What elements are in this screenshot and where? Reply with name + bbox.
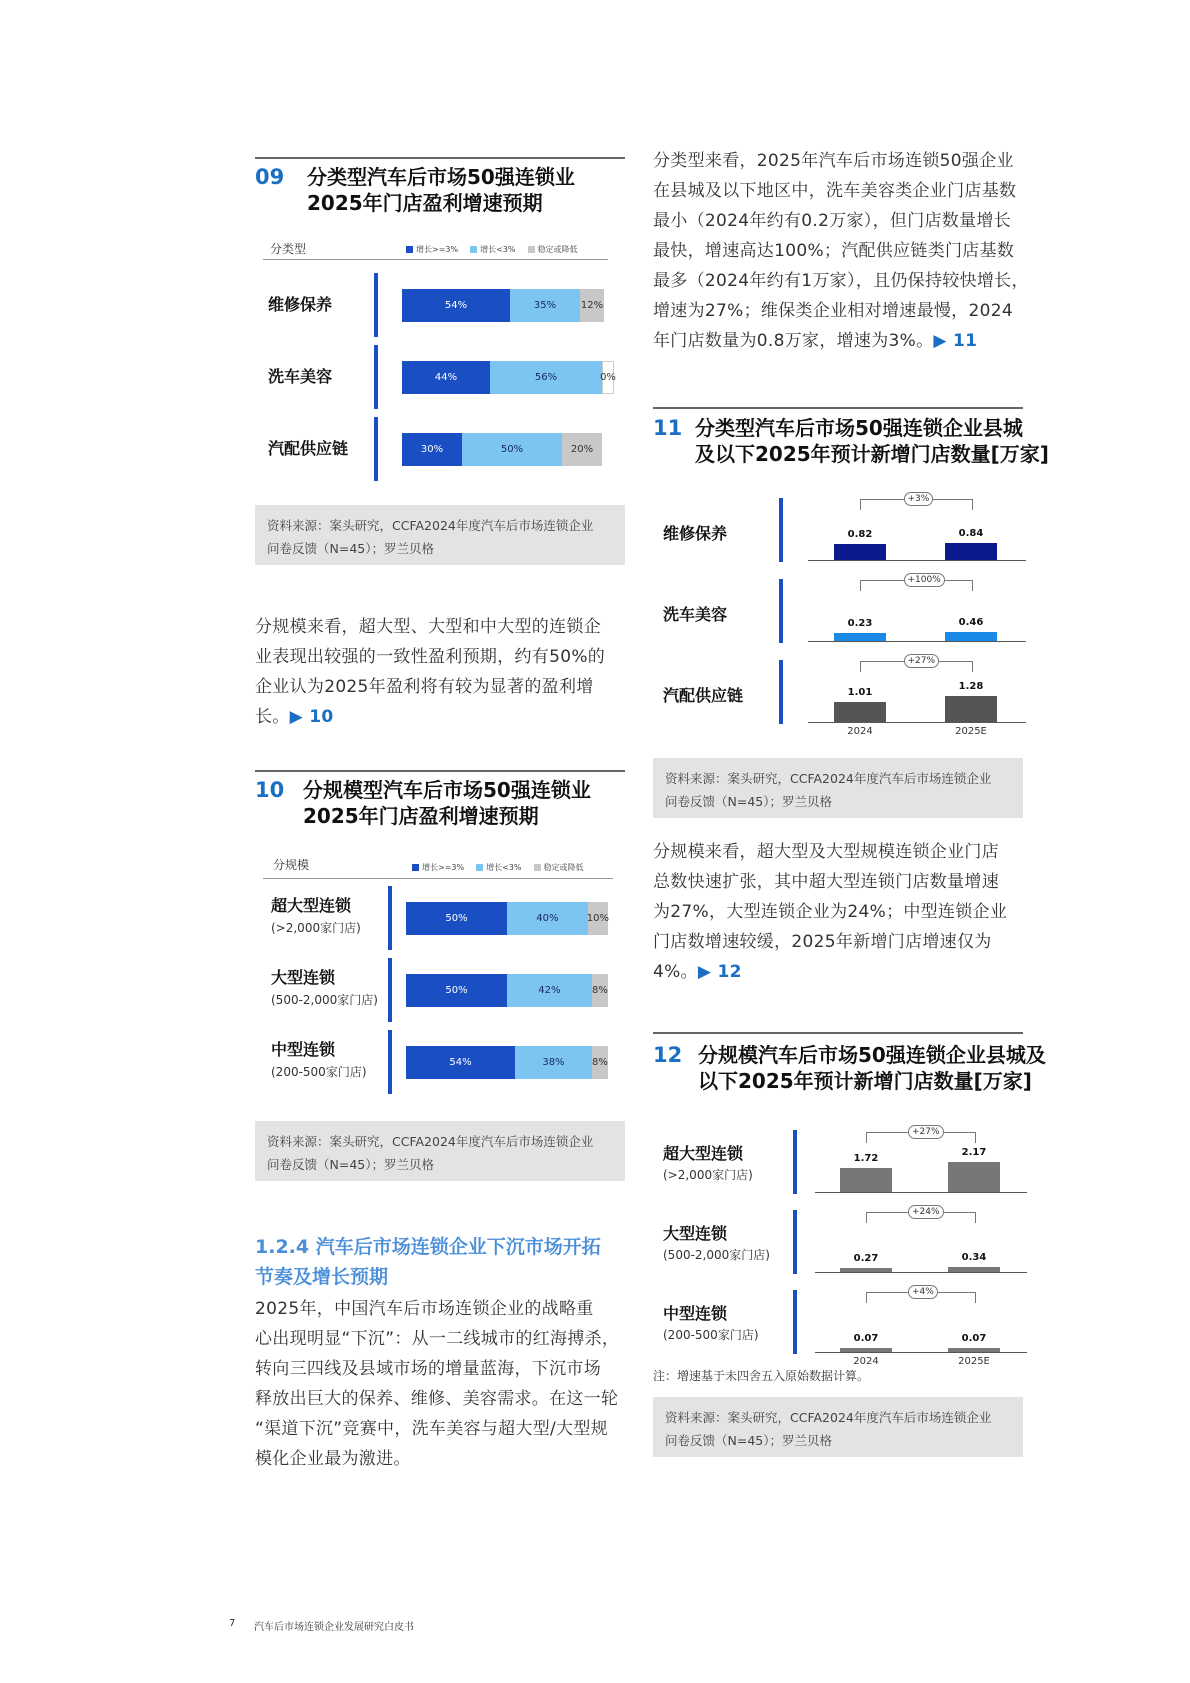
bar-segment: 42%	[507, 974, 592, 1007]
para-line: 分规模来看，超大型、大型和中大型的连锁企	[255, 617, 601, 637]
category-label: 洗车美容	[268, 367, 333, 386]
row-accent-bar	[388, 886, 392, 950]
fig12-source	[653, 1397, 1023, 1457]
fig10-header-line	[263, 878, 613, 879]
figure-reference-link[interactable]: ▶ 12	[697, 962, 742, 982]
fig09-title-line1: 分类型汽车后市场50强连锁业	[307, 165, 575, 189]
category-label: 大型连锁	[271, 968, 336, 987]
fig10-legend	[412, 862, 584, 873]
row-accent-bar	[779, 498, 783, 562]
para-line: “渠道下沉”竞赛中，洗车美容与超大型/大型规	[255, 1419, 608, 1439]
row-accent-bar	[793, 1130, 797, 1194]
bar-segment: 38%	[515, 1046, 592, 1079]
column-bar	[840, 1168, 892, 1192]
figure-reference-link[interactable]: ▶ 10	[289, 707, 334, 727]
fig10-source	[255, 1121, 625, 1181]
category-sublabel: (500-2,000家门店)	[271, 993, 378, 1007]
category-label: 超大型连锁	[271, 896, 352, 915]
legend-label: 稳定或降低	[543, 863, 584, 872]
legend-item	[470, 244, 515, 255]
section-heading-line: 节奏及增长预期	[255, 1266, 389, 1288]
fig11-source	[653, 758, 1023, 818]
baseline	[815, 1192, 1027, 1193]
legend-label: 稳定或降低	[537, 245, 578, 254]
source-line: 资料来源：案头研究，CCFA2024年度汽车后市场连锁企业	[267, 518, 594, 533]
category-sublabel: (200-500家门店)	[663, 1328, 759, 1342]
legend-swatch	[470, 246, 477, 253]
row-accent-bar	[793, 1290, 797, 1354]
row-accent-bar	[779, 579, 783, 643]
column-value-label: 0.34	[961, 1252, 987, 1264]
footer-page-number: 7	[229, 1618, 236, 1629]
legend-item	[476, 862, 521, 873]
row-accent-bar	[374, 417, 378, 481]
baseline	[808, 560, 1026, 561]
growth-badge: +24%	[908, 1205, 944, 1219]
category-label: 中型连锁	[271, 1040, 336, 1059]
category-sublabel: (>2,000家门店)	[663, 1168, 753, 1182]
fig09-source	[255, 505, 625, 565]
legend-label: 增长<3%	[480, 245, 516, 254]
bar-segment: 50%	[406, 974, 507, 1007]
para-line: 最多（2024年约有1万家），且仍保持较快增长，	[653, 271, 1029, 291]
legend-item	[412, 862, 464, 873]
fig12-top-rule	[653, 1032, 1023, 1034]
category-label: 超大型连锁	[663, 1144, 744, 1163]
category-label: 汽配供应链	[663, 686, 744, 705]
fig12-note: 注：增速基于未四舍五入原始数据计算。	[653, 1369, 870, 1383]
category-label: 中型连锁	[663, 1304, 728, 1323]
bar-segment: 10%	[588, 902, 608, 935]
fig11-number: 11	[653, 416, 683, 440]
fig10-axis-label: 分规模	[273, 858, 310, 872]
column-value-label: 1.28	[958, 681, 984, 693]
para-line: 最小（2024年约有0.2万家），但门店数量增长	[653, 211, 1011, 231]
para-line: 模化企业最为激进。	[255, 1449, 411, 1469]
para-line: 业表现出较强的一致性盈利预期，约有50%的	[255, 647, 606, 667]
row-accent-bar	[374, 273, 378, 337]
category-sublabel: (>2,000家门店)	[271, 921, 361, 935]
column-value-label: 0.46	[958, 616, 984, 628]
column-bar	[840, 1268, 892, 1272]
para-line-last	[653, 957, 1043, 987]
growth-badge: +27%	[908, 1125, 944, 1139]
bar-segment: 8%	[592, 1046, 608, 1079]
legend-item	[406, 244, 458, 255]
legend-label: 增长>=3%	[422, 863, 465, 872]
baseline	[808, 641, 1026, 642]
column-bar	[948, 1348, 1000, 1352]
para-line: 转向三四线及县域市场的增量蓝海，下沉市场	[255, 1359, 601, 1379]
fig09-axis-label: 分类型	[270, 242, 307, 256]
para-line: 分类型来看，2025年汽车后市场连锁50强企业	[653, 151, 1014, 171]
fig10-top-rule	[255, 770, 625, 772]
column-value-label: 0.23	[847, 618, 873, 629]
column-value-label: 1.72	[853, 1152, 879, 1164]
para-line: 在县城及以下地区中，洗车美容类企业门店基数	[653, 181, 1017, 201]
legend-item	[534, 862, 584, 873]
fig11-top-rule	[653, 407, 1023, 409]
column-value-label: 0.84	[958, 528, 984, 540]
footer-title: 汽车后市场连锁企业发展研究白皮书	[254, 1622, 414, 1633]
bar-segment: 30%	[402, 433, 462, 466]
para-line: 为27%，大型连锁企业为24%；中型连锁企业	[653, 902, 1008, 922]
year-label: 2024	[853, 1356, 879, 1367]
bar-segment: 44%	[402, 361, 490, 394]
category-label: 维修保养	[663, 524, 728, 543]
growth-badge: +3%	[904, 492, 934, 506]
fig09-title-line2: 2025年门店盈利增速预期	[307, 191, 543, 215]
section-paragraph	[255, 1294, 635, 1474]
para-line: 增速为27%；维保类企业相对增速最慢，2024	[653, 301, 1013, 321]
fig10-title-line1: 分规模型汽车后市场50强连锁业	[303, 778, 591, 802]
section-heading	[255, 1232, 635, 1292]
column-value-label: 2.17	[961, 1146, 987, 1158]
figure-reference-link[interactable]: ▶ 11	[933, 331, 978, 351]
legend-swatch	[412, 864, 419, 871]
column-bar	[834, 702, 886, 722]
bar-segment: 54%	[406, 1046, 515, 1079]
source-line: 问卷反馈（N=45）；罗兰贝格	[665, 1433, 832, 1448]
year-label: 2024	[847, 726, 873, 737]
right-paragraph-1	[653, 146, 1043, 356]
fig09-number: 09	[255, 165, 285, 189]
column-bar	[834, 633, 886, 641]
year-label: 2025E	[955, 726, 987, 737]
column-value-label: 1.01	[847, 686, 873, 698]
para-line: 2025年，中国汽车后市场连锁企业的战略重	[255, 1299, 594, 1319]
source-line: 问卷反馈（N=45）；罗兰贝格	[267, 541, 434, 556]
para-text: 长。	[255, 707, 290, 727]
year-label: 2025E	[958, 1356, 990, 1367]
para-line: 企业认为2025年盈利将有较为显著的盈利增	[255, 677, 594, 697]
column-value-label: 0.82	[847, 528, 873, 540]
column-bar	[945, 543, 997, 560]
fig12-title-line1: 分规模汽车后市场50强连锁企业县城及	[698, 1043, 1046, 1067]
bar-segment: 12%	[580, 289, 604, 322]
fig12-number: 12	[653, 1043, 683, 1067]
bar-segment: 54%	[402, 289, 510, 322]
category-sublabel: (500-2,000家门店)	[663, 1248, 770, 1262]
fig09-header-line	[263, 259, 608, 260]
column-bar	[840, 1348, 892, 1352]
legend-swatch	[406, 246, 413, 253]
fig11-title-line2: 及以下2025年预计新增门店数量[万家]	[695, 442, 1049, 466]
para-line-last	[653, 326, 1043, 356]
growth-badge: +100%	[904, 573, 945, 587]
legend-swatch	[534, 864, 541, 871]
bar-segment: 0%	[602, 361, 614, 394]
legend-swatch	[528, 246, 535, 253]
fig10-number: 10	[255, 778, 285, 802]
bar-segment: 50%	[406, 902, 507, 935]
para-text: 4%。	[653, 962, 698, 982]
row-accent-bar	[779, 660, 783, 724]
bar-segment: 35%	[510, 289, 580, 322]
column-bar	[945, 696, 997, 722]
baseline	[815, 1272, 1027, 1273]
row-accent-bar	[793, 1210, 797, 1274]
bar-segment: 50%	[462, 433, 562, 466]
category-label: 洗车美容	[663, 605, 728, 624]
para-line: 门店数增速较缓，2025年新增门店增速仅为	[653, 932, 992, 952]
section-heading-line: 1.2.4 汽车后市场连锁企业下沉市场开拓	[255, 1236, 601, 1258]
legend-label: 增长>=3%	[416, 245, 459, 254]
bar-segment: 20%	[562, 433, 602, 466]
bar-segment: 8%	[592, 974, 608, 1007]
source-line: 资料来源：案头研究，CCFA2024年度汽车后市场连锁企业	[665, 771, 992, 786]
legend-swatch	[476, 864, 483, 871]
fig09-legend	[406, 244, 578, 255]
para-line: 心出现明显“下沉”：从一二线城市的红海搏杀，	[255, 1329, 620, 1349]
para-line: 总数快速扩张，其中超大型连锁门店数量增速	[653, 872, 999, 892]
source-line: 资料来源：案头研究，CCFA2024年度汽车后市场连锁企业	[665, 1410, 992, 1425]
row-accent-bar	[388, 958, 392, 1022]
column-bar	[945, 632, 997, 641]
baseline	[808, 722, 1026, 723]
column-bar	[834, 544, 886, 560]
fig12-title-line2: 以下2025年预计新增门店数量[万家]	[698, 1069, 1032, 1093]
fig10-title-line2: 2025年门店盈利增速预期	[303, 804, 539, 828]
right-paragraph-2	[653, 837, 1043, 987]
bar-segment: 56%	[490, 361, 602, 394]
column-bar	[948, 1267, 1000, 1272]
legend-label: 增长<3%	[486, 863, 522, 872]
category-label: 汽配供应链	[268, 439, 349, 458]
category-sublabel: (200-500家门店)	[271, 1065, 367, 1079]
para-text: 年门店数量为0.8万家，增速为3%。	[653, 331, 934, 351]
column-value-label: 0.27	[853, 1253, 879, 1264]
baseline	[815, 1352, 1027, 1353]
para-line: 最快，增速高达100%；汽配供应链类门店基数	[653, 241, 1015, 261]
bar-segment: 40%	[507, 902, 588, 935]
column-value-label: 0.07	[961, 1333, 987, 1344]
column-value-label: 0.07	[853, 1333, 879, 1344]
source-line: 资料来源：案头研究，CCFA2024年度汽车后市场连锁企业	[267, 1134, 594, 1149]
fig09-top-rule	[255, 157, 625, 159]
fig11-title-line1: 分类型汽车后市场50强连锁企业县城	[695, 416, 1023, 440]
left-paragraph-1	[255, 612, 635, 732]
growth-badge: +27%	[904, 654, 940, 668]
category-label: 维修保养	[268, 295, 333, 314]
column-bar	[948, 1162, 1000, 1192]
row-accent-bar	[374, 345, 378, 409]
legend-item	[528, 244, 578, 255]
source-line: 问卷反馈（N=45）；罗兰贝格	[267, 1157, 434, 1172]
category-label: 大型连锁	[663, 1224, 728, 1243]
para-line-last	[255, 702, 635, 732]
row-accent-bar	[388, 1030, 392, 1094]
para-line: 分规模来看，超大型及大型规模连锁企业门店	[653, 842, 999, 862]
source-line: 问卷反馈（N=45）；罗兰贝格	[665, 794, 832, 809]
growth-badge: +4%	[908, 1285, 938, 1299]
para-line: 释放出巨大的保养、维修、美容需求。在这一轮	[255, 1389, 619, 1409]
